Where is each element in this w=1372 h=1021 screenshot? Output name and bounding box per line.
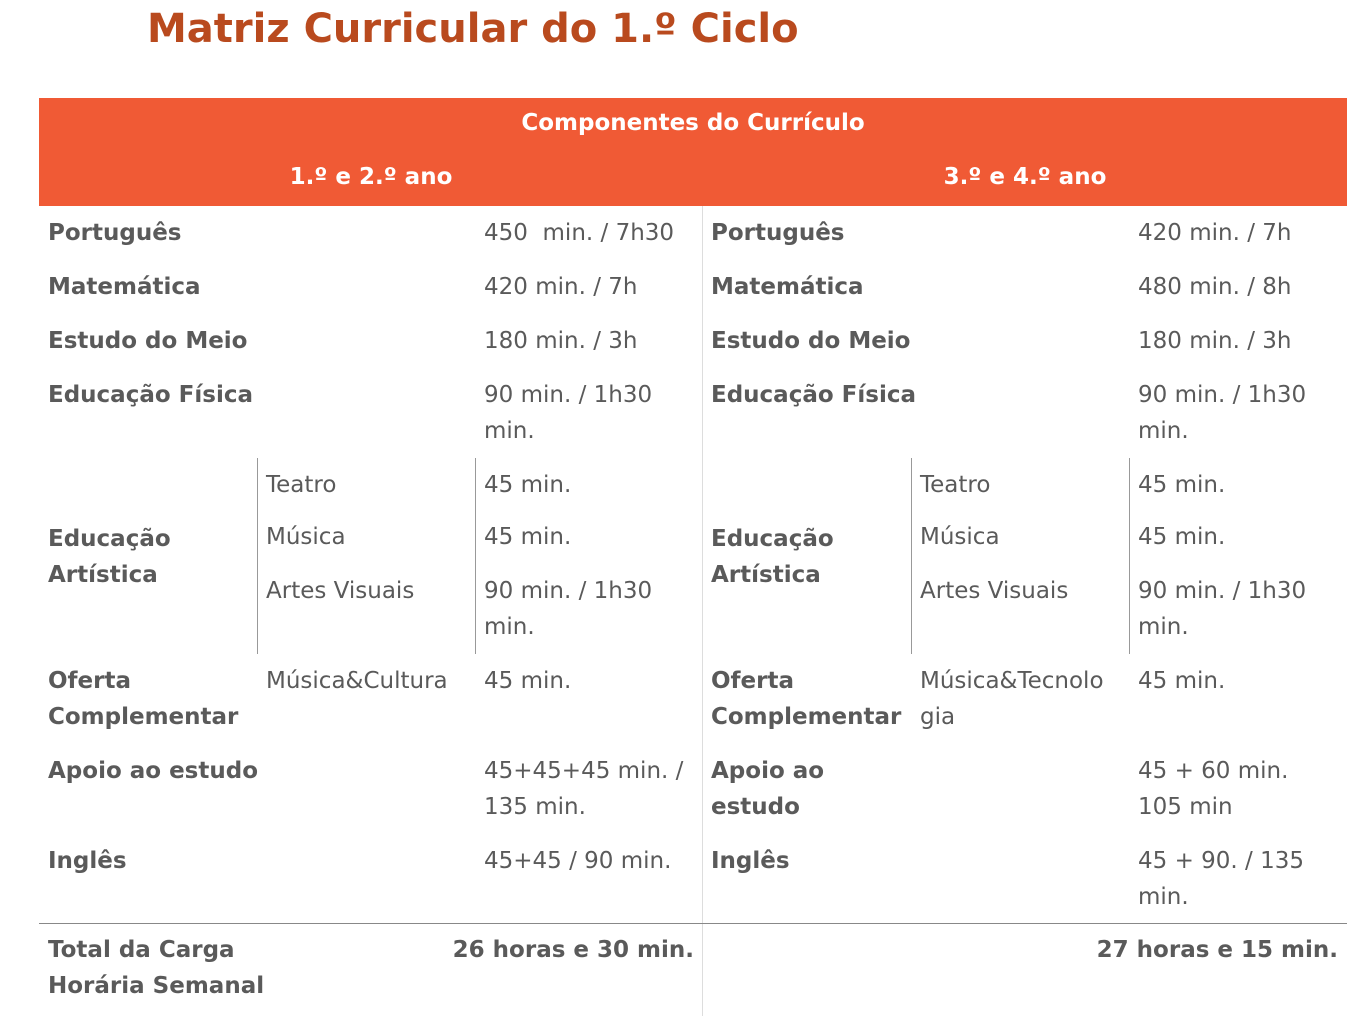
page-title: Matriz Curricular do 1.º Ciclo	[147, 6, 799, 52]
sub-musica: Música	[920, 524, 1000, 550]
value-teatro: 45 min.	[484, 472, 572, 498]
subject-apoio-ao-estudo: Apoio ao	[711, 758, 825, 784]
value-artes-visuais: 90 min. / 1h30	[1138, 578, 1307, 604]
value-musica: 45 min.	[1138, 524, 1226, 550]
column-heading-1-2-ano: 1.º e 2.º ano	[289, 164, 453, 190]
subject-oferta-complementar: Oferta	[48, 668, 132, 694]
value-educacao-fisica: 90 min. / 1h30	[484, 382, 653, 408]
value-estudo-do-meio: 180 min. / 3h	[1138, 328, 1292, 354]
subject-oferta-complementar: Oferta	[711, 668, 795, 694]
center-divider	[702, 206, 703, 1016]
value-educacao-fisica-cont: min.	[1138, 418, 1189, 444]
artistica-bracket-left	[257, 458, 258, 654]
value-ingles-cont: min.	[1138, 884, 1189, 910]
value-oferta-complementar: 45 min.	[484, 668, 572, 694]
total-label: Total da Carga	[48, 937, 235, 963]
subject-portugues: Português	[48, 220, 182, 246]
subject-estudo-do-meio: Estudo do Meio	[48, 328, 248, 354]
value-estudo-do-meio: 180 min. / 3h	[484, 328, 638, 354]
value-apoio-ao-estudo-cont: 135 min.	[484, 794, 586, 820]
subject-educacao-artistica: Educação	[711, 526, 834, 552]
subject-educacao-artistica: Educação	[48, 526, 171, 552]
subject-oferta-complementar-cont: Complementar	[48, 704, 239, 730]
sub-artes-visuais: Artes Visuais	[266, 578, 415, 604]
value-matematica: 420 min. / 7h	[484, 274, 638, 300]
subject-matematica: Matemática	[48, 274, 201, 300]
artistica-bracket-right	[475, 458, 476, 654]
subject-educacao-artistica-cont: Artística	[48, 562, 158, 588]
sub-teatro: Teatro	[266, 472, 337, 498]
subject-estudo-do-meio: Estudo do Meio	[711, 328, 911, 354]
value-musica: 45 min.	[484, 524, 572, 550]
value-oferta-complementar: 45 min.	[1138, 668, 1226, 694]
value-teatro: 45 min.	[1138, 472, 1226, 498]
subject-apoio-ao-estudo: Apoio ao estudo	[48, 758, 259, 784]
subject-apoio-ao-estudo-cont: estudo	[711, 794, 800, 820]
subject-ingles: Inglês	[711, 848, 790, 874]
subject-oferta-complementar-cont: Complementar	[711, 704, 902, 730]
subject-ingles: Inglês	[48, 848, 127, 874]
sub-artes-visuais: Artes Visuais	[920, 578, 1069, 604]
value-artes-visuais-cont: min.	[484, 614, 535, 640]
sub-musica-tecnologia: Música&Tecnolo	[920, 668, 1104, 694]
value-apoio-ao-estudo: 45+45+45 min. /	[484, 758, 684, 784]
components-heading: Componentes do Currículo	[521, 110, 865, 136]
total-label-cont: Horária Semanal	[48, 973, 265, 999]
value-matematica: 480 min. / 8h	[1138, 274, 1292, 300]
sub-teatro: Teatro	[920, 472, 991, 498]
value-apoio-ao-estudo: 45 + 60 min.	[1138, 758, 1289, 784]
total-value-1-2-ano: 26 horas e 30 min.	[452, 937, 694, 963]
sub-musica-cultura: Música&Cultura	[266, 668, 448, 694]
sub-musica: Música	[266, 524, 346, 550]
value-portugues: 420 min. / 7h	[1138, 220, 1292, 246]
table-header	[39, 98, 1347, 206]
total-separator	[39, 923, 1347, 924]
value-educacao-fisica: 90 min. / 1h30	[1138, 382, 1307, 408]
column-heading-3-4-ano: 3.º e 4.º ano	[943, 164, 1107, 190]
value-educacao-fisica-cont: min.	[484, 418, 535, 444]
value-apoio-ao-estudo-cont: 105 min	[1138, 794, 1233, 820]
total-value-3-4-ano: 27 horas e 15 min.	[1096, 937, 1338, 963]
subject-educacao-fisica: Educação Física	[48, 382, 253, 408]
subject-portugues: Português	[711, 220, 845, 246]
value-artes-visuais-cont: min.	[1138, 614, 1189, 640]
artistica-bracket-left	[911, 458, 912, 654]
value-portugues: 450 min. / 7h30	[484, 220, 675, 246]
value-artes-visuais: 90 min. / 1h30	[484, 578, 653, 604]
subject-matematica: Matemática	[711, 274, 864, 300]
subject-educacao-fisica: Educação Física	[711, 382, 916, 408]
value-ingles: 45+45 / 90 min.	[484, 848, 672, 874]
artistica-bracket-right	[1129, 458, 1130, 654]
subject-educacao-artistica-cont: Artística	[711, 562, 821, 588]
sub-musica-tecnologia-cont: gia	[920, 704, 956, 730]
value-ingles: 45 + 90. / 135	[1138, 848, 1305, 874]
